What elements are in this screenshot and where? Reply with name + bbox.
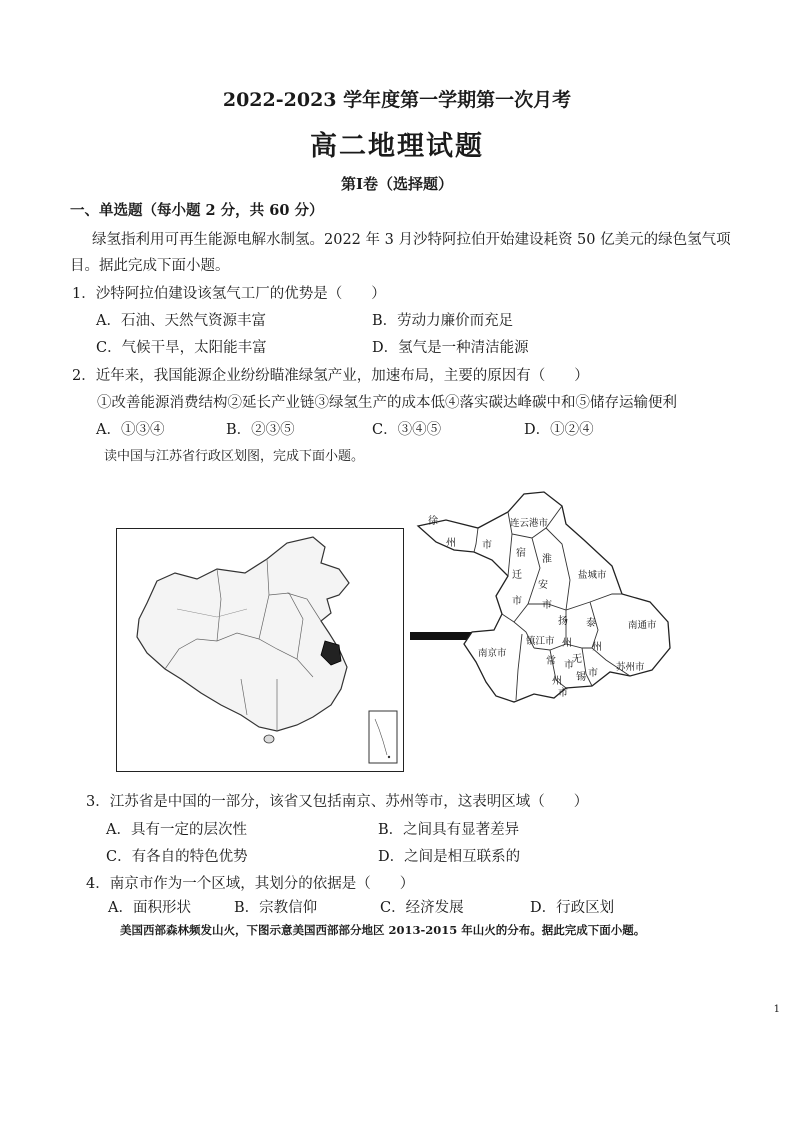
city-changzhou-1: 常: [546, 656, 556, 667]
q2-option-a[interactable]: A．①③④: [96, 422, 165, 438]
q3-stem: 3．江苏省是中国的一部分，该省又包括南京、苏州等市，这表明区域（ ）: [86, 794, 589, 810]
jiangsu-map: [416, 484, 680, 706]
page-number: 1: [773, 1004, 780, 1015]
q3-option-a[interactable]: A．具有一定的层次性: [106, 822, 247, 838]
china-map-frame: [116, 528, 404, 772]
city-xuzhou-1: 徐: [428, 516, 438, 527]
city-suqian-3: 市: [512, 596, 522, 607]
section-heading: 一、单选题（每小题 2 分，共 60 分）: [70, 202, 324, 219]
q2-option-c[interactable]: C．③④⑤: [372, 422, 442, 438]
city-lianyungang: 连云港市: [510, 518, 549, 529]
city-xuzhou-3: 市: [482, 540, 492, 551]
volume-title: 第Ⅰ卷（选择题）: [340, 175, 454, 193]
map-intro: 读中国与江苏省行政区划图，完成下面小题。: [104, 449, 365, 464]
exam-title: 2022-2023 学年度第一学期第一次月考: [222, 89, 572, 111]
city-changzhou-3: 市: [558, 688, 568, 699]
city-changzhou-2: 州: [552, 676, 562, 687]
q4-option-a[interactable]: A．面积形状: [108, 900, 191, 916]
city-huaian-2: 安: [538, 580, 548, 591]
city-yangzhou-1: 扬: [558, 616, 568, 627]
intro-line-1: 绿氢指利用可再生能源电解水制氢。2022 年 3 月沙特阿拉伯开始建设耗资 50 亿美元的绿色氢气项: [92, 232, 731, 248]
city-taizhou-3: 市: [588, 668, 598, 679]
city-yancheng: 盐城市: [578, 570, 607, 581]
q4-option-c[interactable]: C．经济发展: [380, 900, 464, 916]
city-nanjing: 南京市: [478, 648, 507, 659]
q3-option-c[interactable]: C．有各自的特色优势: [106, 849, 248, 865]
city-xuzhou-2: 州: [446, 538, 456, 549]
city-huaian-3: 市: [542, 600, 552, 611]
city-taizhou-2: 州: [592, 642, 602, 653]
q2-option-b[interactable]: B．②③⑤: [226, 422, 295, 438]
q3-option-b[interactable]: B．之间具有显著差异: [378, 822, 520, 838]
q4-stem: 4．南京市作为一个区域，其划分的依据是（ ）: [86, 876, 415, 892]
subject-title: 高二地理试题: [310, 131, 484, 162]
q1-stem: 1．沙特阿拉伯建设该氢气工厂的优势是（ ）: [72, 286, 386, 302]
city-suqian-1: 宿: [516, 548, 526, 559]
q1-option-a[interactable]: A．石油、天然气资源丰富: [96, 313, 266, 329]
fire-intro: 美国西部森林频发山火，下图示意美国西部部分地区 2013-2015 年山火的分布。据此完成下面小题。: [120, 923, 646, 937]
city-zhenjiang: 镇江市: [526, 636, 555, 647]
q1-option-d[interactable]: D．氢气是一种清洁能源: [372, 340, 529, 356]
q4-option-d[interactable]: D．行政区划: [530, 900, 615, 916]
city-suzhou: 苏州市: [616, 662, 645, 673]
q1-option-c[interactable]: C．气候干旱，太阳能丰富: [96, 340, 267, 356]
q1-option-b[interactable]: B．劳动力廉价而充足: [372, 313, 514, 329]
intro-line-2: 目。据此完成下面小题。: [70, 258, 230, 274]
city-nantong: 南通市: [628, 620, 657, 631]
city-wuxi-1: 无: [572, 654, 582, 665]
q2-option-d[interactable]: D．①②④: [524, 422, 594, 438]
city-huaian-1: 淮: [542, 554, 552, 565]
city-taizhou-1: 泰: [586, 618, 596, 629]
q2-choices-line: ①改善能源消费结构②延长产业链③绿氢生产的成本低④落实碳达峰碳中和⑤储存运输便利: [97, 395, 677, 411]
city-yangzhou-2: 州: [562, 638, 572, 649]
q2-stem: 2．近年来，我国能源企业纷纷瞄准绿氢产业，加速布局，主要的原因有（ ）: [72, 368, 589, 384]
q3-option-d[interactable]: D．之间是相互联系的: [378, 849, 521, 865]
city-wuxi-2: 锡: [576, 672, 586, 683]
china-map: [117, 529, 403, 771]
city-yangzhou-3: 市: [564, 660, 574, 671]
q4-option-b[interactable]: B．宗教信仰: [234, 900, 318, 916]
city-suqian-2: 迁: [512, 570, 522, 581]
